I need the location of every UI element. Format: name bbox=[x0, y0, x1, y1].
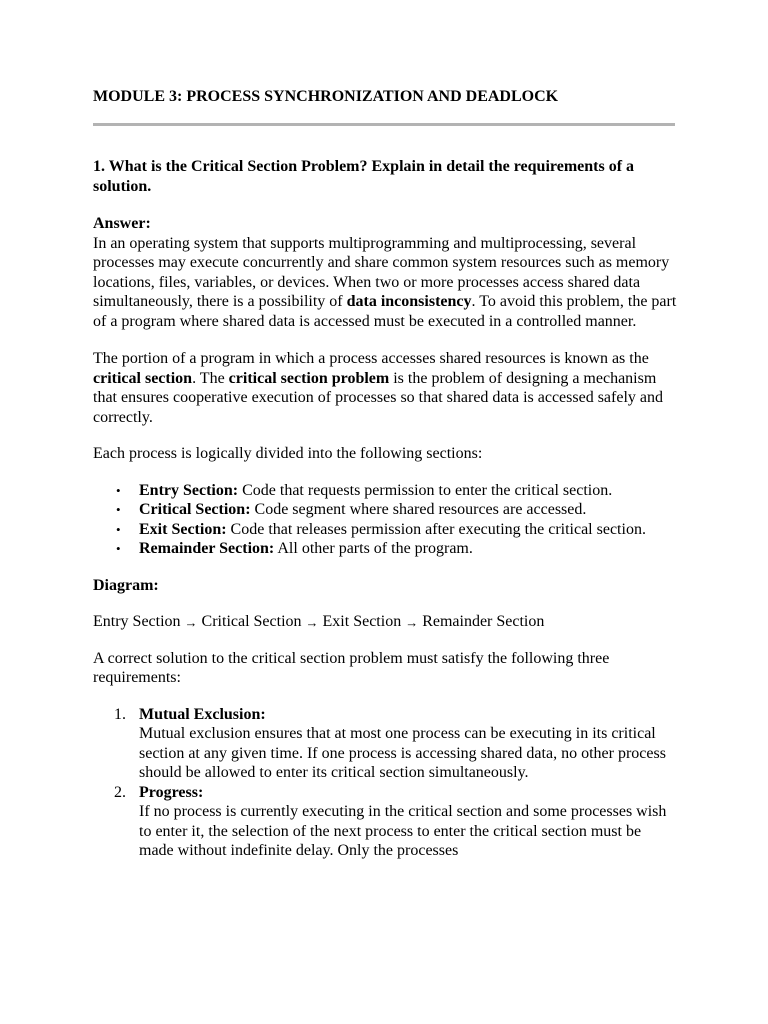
diagram-step: Entry Section bbox=[93, 613, 181, 630]
section-text: Code that releases permission after executing the critical section. bbox=[226, 520, 646, 538]
requirement-title: Progress: bbox=[139, 783, 204, 801]
list-item bbox=[139, 539, 678, 559]
requirement-text: Mutual exclusion ensures that at most one process can be executing in its critical section at any given time. If one process is accessing shared data, no other process should be allowed to enter its critical section simultaneously. bbox=[139, 725, 666, 781]
list-number: 1. bbox=[114, 705, 126, 723]
para1-bold: data inconsistency bbox=[346, 293, 472, 310]
para2-text-1: The portion of a program in which a process accesses shared resources is known as the bbox=[93, 350, 649, 367]
arrow-right-icon: → bbox=[305, 615, 319, 630]
diagram-label: Diagram: bbox=[93, 576, 159, 594]
requirements-list bbox=[93, 705, 678, 861]
arrow-right-icon: → bbox=[405, 615, 419, 630]
para1-text: In an operating system that supports multiprogramming and multiprocessing, several processes may execute concurrently and share common system resources such as memory locations, files, variables, or devices. When two or more processes access shared data simultaneously, there is a possibility of bbox=[93, 234, 670, 310]
section-label: Critical Section: bbox=[139, 501, 251, 518]
requirement-title: Mutual Exclusion: bbox=[139, 705, 266, 723]
para2-text-3: is the problem of designing a mechanism that ensures cooperative execution of processes so that shared data is accessed safely and correctly. bbox=[93, 369, 663, 426]
section-text: Code that requests permission to enter the critical section. bbox=[238, 481, 613, 499]
list-number: 2. bbox=[114, 783, 126, 801]
diagram-step: Critical Section bbox=[201, 613, 302, 630]
paragraph-critical-section bbox=[93, 349, 678, 427]
sections-list bbox=[93, 481, 678, 559]
diagram-step: Exit Section bbox=[322, 613, 402, 630]
section-text: All other parts of the program. bbox=[274, 540, 473, 557]
paragraph-requirements-intro: A correct solution to the critical section problem must satisfy the following three requirements: bbox=[93, 649, 610, 686]
section-text: Code segment where shared resources are accessed. bbox=[250, 501, 587, 518]
section-label: Remainder Section: bbox=[139, 540, 275, 557]
horizontal-rule bbox=[93, 123, 675, 126]
list-item bbox=[114, 783, 678, 861]
question-heading: 1. What is the Critical Section Problem? Explain in detail the requirements of a solution. bbox=[93, 158, 635, 195]
answer-label: Answer: bbox=[93, 215, 151, 232]
section-label: Entry Section: bbox=[139, 481, 239, 499]
diagram-step: Remainder Section bbox=[422, 613, 545, 630]
document-content bbox=[93, 157, 678, 861]
para2-bold-1: critical section bbox=[93, 369, 193, 387]
para2-text-2: . The bbox=[192, 369, 229, 387]
para2-bold-2: critical section problem bbox=[228, 369, 390, 387]
list-item bbox=[139, 500, 678, 520]
paragraph-intro bbox=[93, 234, 678, 332]
paragraph-sections-intro: Each process is logically divided into the following sections: bbox=[93, 445, 483, 462]
list-item bbox=[139, 520, 678, 540]
section-label: Exit Section: bbox=[139, 520, 227, 538]
list-item bbox=[139, 481, 678, 501]
diagram-flow bbox=[93, 612, 678, 632]
list-item bbox=[114, 705, 678, 783]
module-title: MODULE 3: PROCESS SYNCHRONIZATION AND DEADLOCK bbox=[93, 88, 559, 105]
arrow-right-icon: → bbox=[184, 615, 198, 630]
para1-text-after: . To avoid this problem, the part of a program where shared data is accessed must be executed in a controlled manner. bbox=[93, 293, 677, 330]
requirement-text: If no process is currently executing in the critical section and some processes wish to enter it, the selection of the next process to enter the critical section must be made without indefinite delay. Only the processes bbox=[139, 803, 667, 859]
